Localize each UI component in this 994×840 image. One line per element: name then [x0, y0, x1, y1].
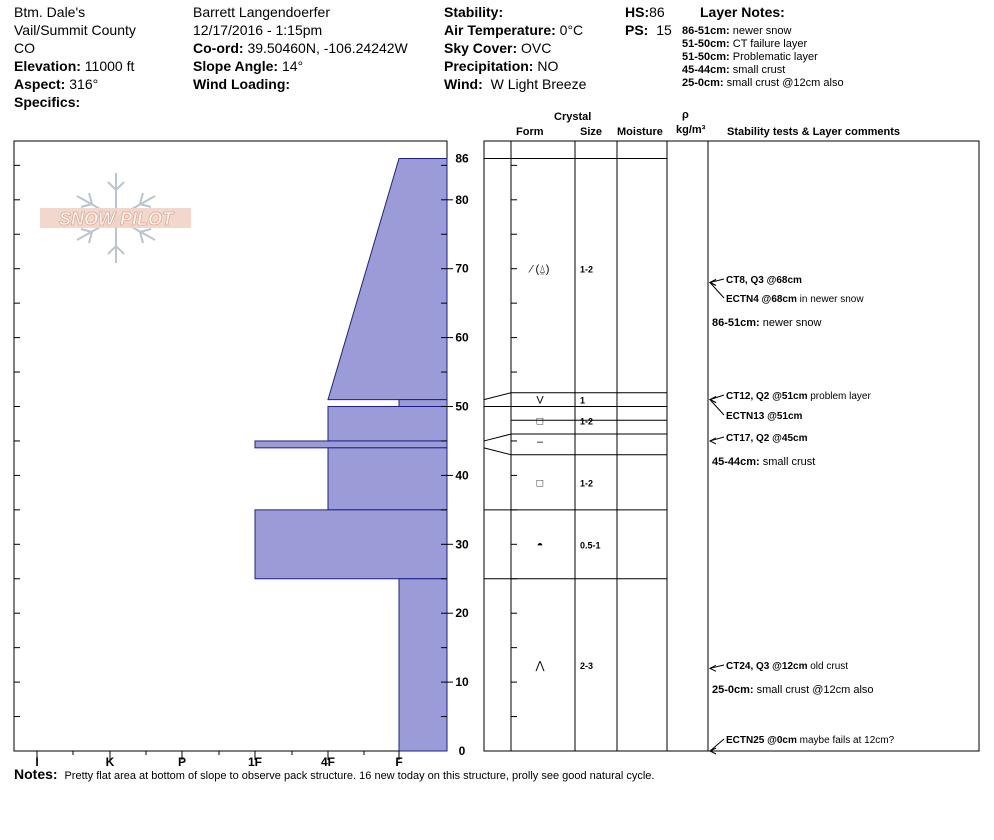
notes-text: Pretty flat area at bottom of slope to observe pack structure. 16 new today on this structure, prolly see good natural cycle.	[64, 770, 655, 782]
crystal-size: 2-3	[580, 660, 594, 671]
aspect-value: 316°	[69, 76, 99, 92]
crystal-form-symbol: ⋀	[535, 659, 545, 672]
stability-test-comment: old crust	[807, 661, 849, 672]
snowpilot-logo	[40, 173, 191, 263]
stability-test-arrow	[710, 739, 724, 751]
rho-header: ρ	[682, 109, 689, 121]
layer-notes-title: Layer Notes:	[700, 4, 785, 20]
crystal-size: 0.5-1	[580, 540, 601, 551]
layer-note-text: Problematic layer	[732, 51, 818, 63]
stability-test	[726, 294, 864, 305]
depth-tick-label: 40	[455, 468, 469, 483]
elevation-label: Elevation:	[14, 58, 81, 74]
elevation-value: 11000 ft	[84, 58, 135, 74]
stability-test	[726, 661, 848, 672]
layer-note-range: 51-50cm:	[682, 51, 730, 63]
hardness-bar	[328, 448, 447, 510]
layer-comment-range: 45-44cm:	[712, 456, 760, 468]
hardness-bar	[255, 510, 447, 579]
moisture-header: Moisture	[617, 126, 663, 138]
depth-tick-label: 50	[455, 399, 469, 414]
stability-test-arrowhead	[710, 397, 716, 403]
stability-test-label: CT12, Q2 @51cm	[726, 391, 808, 402]
crystal-form-symbol: –	[536, 435, 544, 448]
coord-value: 39.50460N, -106.24242W	[247, 40, 408, 56]
slope-value: 14°	[281, 58, 304, 74]
layer-note-text: small crust @12cm also	[726, 77, 844, 89]
size-header: Size	[580, 126, 603, 138]
hardness-bar	[255, 441, 447, 448]
depth-tick-label: 70	[455, 261, 469, 276]
stability-header: Stability tests & Layer comments	[727, 126, 901, 138]
layer-comment-text: small crust @12cm also	[753, 684, 874, 696]
layer-note-text: newer snow	[732, 25, 792, 37]
hardness-bar	[328, 407, 447, 441]
crystal-form-symbol: □	[536, 415, 544, 428]
region: Vail/Summit County	[14, 22, 136, 38]
stability-test-label: CT17, Q2 @45cm	[726, 433, 808, 444]
notes-label: Notes:	[14, 766, 58, 782]
x-tick-label: K	[105, 755, 115, 769]
layer-rows	[528, 264, 601, 672]
stability-tests	[710, 275, 895, 754]
precip-label: Precipitation:	[444, 58, 534, 74]
depth-tick-label: 20	[455, 606, 469, 621]
hs-label: HS:	[625, 4, 650, 20]
depth-tick-label: 86	[455, 151, 469, 166]
stability-test-label: ECTN4 @68cm	[726, 294, 797, 305]
aspect-label: Aspect:	[14, 76, 66, 92]
crystal-form-symbol: □	[536, 477, 544, 490]
layer-note-range: 51-50cm:	[682, 38, 730, 50]
layer-note-range: 86-51cm:	[682, 25, 730, 37]
x-tick-label: P	[177, 755, 187, 769]
layer-comment	[712, 456, 815, 468]
boundary-connector	[484, 448, 511, 455]
ps-value: 15	[656, 22, 672, 38]
stability-test-label: CT24, Q3 @12cm	[726, 661, 808, 672]
density-unit-header: kg/m³	[676, 124, 706, 136]
location-name: Btm. Dale's	[14, 4, 86, 20]
depth-tick-label: 80	[455, 192, 469, 207]
stability-test-label: CT8, Q3 @68cm	[726, 275, 802, 286]
wind-loading-label: Wind Loading:	[193, 76, 291, 92]
layer-comment	[712, 684, 874, 696]
layer-comment-text: newer snow	[759, 317, 822, 329]
depth-tick-label: 60	[455, 330, 469, 345]
crystal-size: 1-2	[580, 478, 594, 489]
layer-comment-text: small crust	[759, 456, 816, 468]
stability-test-comment: in newer snow	[796, 294, 864, 305]
x-tick-label: F	[395, 755, 403, 769]
stability-test-label: ECTN25 @0cm	[726, 735, 797, 746]
layer-comment-range: 86-51cm:	[712, 317, 760, 329]
stability-test-arrow	[710, 282, 724, 298]
stability-test-arrowhead	[710, 279, 716, 285]
datetime: 12/17/2016 - 1:15pm	[193, 22, 323, 38]
crystal-form-symbol: V	[536, 394, 544, 407]
notes	[14, 766, 654, 783]
slope-label: Slope Angle:	[193, 58, 279, 74]
observer: Barrett Langendoerfer	[193, 4, 330, 20]
hs-value: 86	[649, 4, 665, 20]
ps-label: PS:	[625, 22, 649, 38]
depth-tick-label: 10	[455, 675, 469, 690]
precip-value: NO	[537, 58, 559, 74]
depth-tick-label: 30	[455, 537, 469, 552]
crystal-size: 1	[580, 395, 586, 406]
left-minor-ticks	[14, 165, 20, 716]
layer-comments	[712, 317, 874, 696]
sky-value: OVC	[521, 40, 552, 56]
layer-note-text: small crust	[732, 64, 786, 76]
hardness-bar	[399, 579, 447, 751]
stability-test	[726, 433, 808, 444]
crystal-form-symbol: ◓	[536, 539, 544, 552]
stability-test-arrowhead	[710, 438, 716, 444]
form-header: Form	[516, 126, 544, 138]
stability-test-arrow	[710, 400, 724, 415]
stability-label: Stability:	[444, 4, 504, 20]
sky-label: Sky Cover:	[444, 40, 518, 56]
logo-text: SNOW PILOT	[59, 209, 173, 229]
hardness-profile	[255, 158, 447, 751]
specifics-label: Specifics:	[14, 94, 81, 110]
stability-test	[726, 735, 895, 746]
crystal-form-symbol: ⁄ (⍙)	[530, 263, 550, 276]
layer-note-range: 45-44cm:	[682, 64, 730, 76]
layer-comment	[712, 317, 822, 329]
stability-test-arrowhead	[710, 665, 716, 671]
boundary-connector	[484, 393, 511, 400]
stability-test-comment: problem layer	[807, 391, 871, 402]
stability-test-comment: maybe fails at 12cm?	[796, 735, 895, 746]
stability-test	[726, 275, 802, 286]
table-depth-ticks	[511, 165, 517, 716]
air-temp-label: Air Temperature:	[444, 22, 556, 38]
hardness-bar	[399, 400, 447, 407]
stability-test-label: ECTN13 @51cm	[726, 411, 803, 422]
crystal-size: 1-2	[580, 264, 594, 275]
layer-note-text: CT failure layer	[732, 38, 808, 50]
hardness-bar	[328, 158, 447, 399]
x-tick-label: 1F	[247, 755, 263, 769]
layer-table-frame	[484, 141, 979, 751]
layer-comment-range: 25-0cm:	[712, 684, 754, 696]
air-temp-value: 0°C	[559, 22, 584, 38]
wind-label: Wind:	[444, 76, 483, 92]
state: CO	[14, 40, 35, 56]
x-tick-label: 4F	[320, 755, 336, 769]
boundary-connector	[484, 434, 511, 441]
stability-test	[726, 411, 803, 422]
coord-label: Co-ord:	[193, 40, 244, 56]
crystal-size: 1-2	[580, 416, 594, 427]
depth-tick-label: 0	[458, 744, 466, 758]
wind-value: W Light Breeze	[490, 76, 587, 92]
x-tick-label: I	[35, 755, 39, 769]
stability-test	[726, 391, 871, 402]
layer-note-range: 25-0cm:	[682, 77, 724, 89]
crystal-header: Crystal	[554, 111, 592, 123]
